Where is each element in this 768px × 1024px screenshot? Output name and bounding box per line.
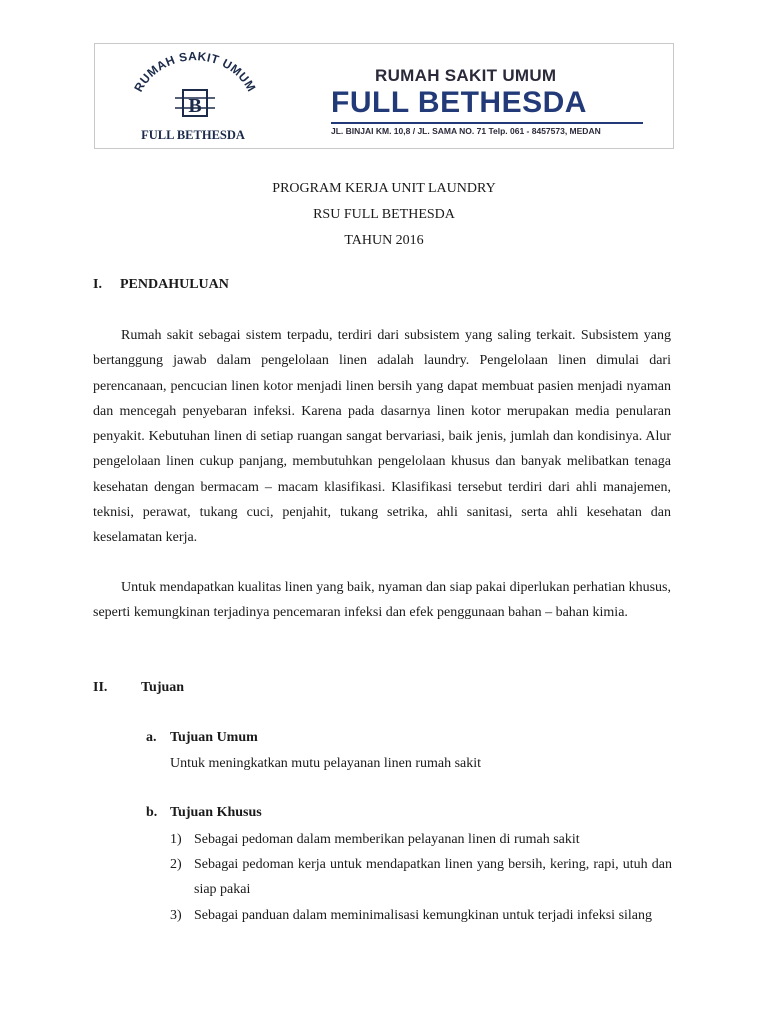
list-item	[170, 852, 672, 902]
list-item-text: Sebagai pedoman kerja untuk mendapatkan linen yang bersih, kering, rapi, utuh dan siap pakai	[194, 857, 672, 897]
section-1-heading: PENDAHULUAN	[120, 277, 229, 292]
subsection-b-label: b.	[146, 805, 158, 820]
list-item-text: Sebagai pedoman dalam memberikan pelayanan linen di rumah sakit	[194, 832, 580, 847]
list-item-number: 1)	[170, 832, 182, 847]
logo-name: FULL BETHESDA	[141, 128, 245, 142]
hospital-subtitle: RUMAH SAKIT UMUM	[375, 66, 557, 85]
hospital-name: FULL BETHESDA	[331, 86, 587, 119]
subsection-a-text: Untuk meningkatkan mutu pelayanan linen rumah sakit	[170, 756, 482, 771]
list-item	[170, 903, 672, 928]
list-item-text: Sebagai panduan dalam meminimalisasi kemungkinan untuk terjadi infeksi silang	[194, 908, 653, 923]
hospital-address: JL. BINJAI KM. 10,8 / JL. SAMA NO. 71 Telp. 061 - 8457573, MEDAN	[331, 126, 601, 136]
section-2-number: II.	[93, 680, 108, 695]
letterhead	[94, 43, 674, 149]
list-item	[170, 827, 672, 852]
logo-emblem-icon	[115, 50, 265, 130]
title-line-2: RSU FULL BETHESDA	[313, 207, 455, 222]
document-title	[0, 176, 768, 254]
section-2-heading: Tujuan	[141, 680, 185, 695]
section-1-number: I.	[93, 277, 102, 292]
hospital-logo	[115, 50, 265, 142]
list-item-number: 3)	[170, 908, 182, 923]
subsection-a-heading: Tujuan Umum	[170, 730, 258, 745]
title-line-3: TAHUN 2016	[344, 233, 424, 248]
svg-text:RUMAH SAKIT UMUM: RUMAH SAKIT UMUM	[131, 50, 259, 95]
subsection-a-label: a.	[146, 730, 157, 745]
list-item-number: 2)	[170, 857, 182, 872]
section-1-paragraph-1: Rumah sakit sebagai sistem terpadu, terdiri dari subsistem yang saling terkait. Subsistem yang bertanggung jawab dalam pengelolaan linen adalah laundry. Pengelolaan linen dimulai dari perencanaan, pencucian linen kotor menjadi linen bersih yang dapat membuat pasien menjadi nyaman dan mencegah penyebaran infeksi. Karena pada dasarnya linen kotor merupakan media penularan penyakit. Kebutuhan linen di setiap ruangan sangat bervariasi, baik jenis, jumlah dan kondisinya. Alur pengelolaan linen cukup panjang, membutuhkan pengelolaan khusus dan banyak melibatkan tenaga kesehatan dengan bermacam – macam klasifikasi. Klasifikasi tersebut terdiri dari ahli manajemen, teknisi, perawat, tukang cuci, penjahit, tukang setrika, ahli sanitasi, serta ahli kesehatan dan keselamatan kerja.	[93, 328, 671, 546]
svg-text:B: B	[188, 95, 202, 117]
header-divider	[331, 122, 643, 124]
section-1-paragraph-2: Untuk mendapatkan kualitas linen yang baik, nyaman dan siap pakai diperlukan perhatian khusus, seperti kemungkinan terjadinya pencemaran infeksi dan efek penggunaan bahan – bahan kimia.	[93, 580, 671, 621]
title-line-1: PROGRAM KERJA UNIT LAUNDRY	[272, 181, 496, 196]
subsection-b-heading: Tujuan Khusus	[170, 805, 262, 820]
